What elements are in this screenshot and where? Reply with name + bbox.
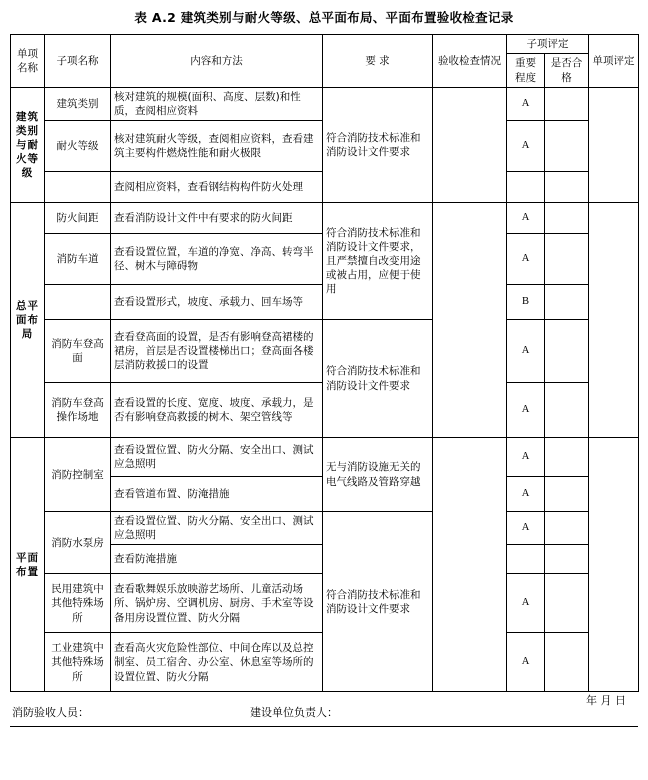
th-content-method: 内容和方法	[111, 35, 323, 88]
content-cell: 查看管道布置、防淹措施	[111, 477, 323, 512]
sub-name-cell	[45, 285, 111, 320]
content-cell: 查看消防设计文件中有要求的防火间距	[111, 203, 323, 234]
qualified-cell[interactable]	[545, 477, 589, 512]
sub-name-cell: 消防车登高面	[45, 320, 111, 383]
requirement-cell: 符合消防技术标准和消防设计文件要求	[323, 512, 433, 692]
qualified-cell[interactable]	[545, 172, 589, 203]
owner-label: 建设单位负责人：	[250, 706, 338, 720]
th-requirement: 要 求	[323, 35, 433, 88]
importance-cell: A	[507, 234, 545, 285]
th-category: 单项名称	[11, 35, 45, 88]
content-cell: 查看歌舞娱乐放映游艺场所、儿童活动场所、锅炉房、空调机房、厨房、手术室等设备用房设置位置、防火分隔	[111, 574, 323, 633]
importance-cell	[507, 172, 545, 203]
th-importance: 重要程度	[507, 54, 545, 87]
importance-cell: A	[507, 320, 545, 383]
sub-name-cell: 消防车道	[45, 234, 111, 285]
importance-cell: A	[507, 87, 545, 120]
inspector-label: 消防验收人员：	[12, 706, 89, 720]
check-status-cell[interactable]	[433, 87, 507, 202]
content-cell: 查看登高面的设置，是否有影响登高裙楼的裙房，首层是否设置楼梯出口；登高面各楼层消防救援口的设置	[111, 320, 323, 383]
sub-name-cell: 民用建筑中其他特殊场所	[45, 574, 111, 633]
single-rating-cell[interactable]	[589, 438, 639, 692]
category-cell: 建筑类别与耐火等级	[11, 87, 45, 202]
content-cell: 核对建筑耐火等级，查阅相应资料，查看建筑主要构件燃烧性能和耐火极限	[111, 121, 323, 172]
sub-name-cell: 消防控制室	[45, 438, 111, 512]
importance-cell: A	[507, 633, 545, 692]
qualified-cell[interactable]	[545, 234, 589, 285]
category-cell: 平面布置	[11, 438, 45, 692]
qualified-cell[interactable]	[545, 438, 589, 477]
importance-cell: A	[507, 438, 545, 477]
importance-cell	[507, 545, 545, 574]
table-row	[11, 512, 639, 545]
requirement-cell: 符合消防技术标准和消防设计文件要求	[323, 87, 433, 202]
content-cell: 查阅相应资料，查看钢结构构件防火处理	[111, 172, 323, 203]
table-row	[11, 203, 639, 234]
qualified-cell[interactable]	[545, 545, 589, 574]
qualified-cell[interactable]	[545, 383, 589, 438]
acceptance-inspection-table	[10, 34, 639, 692]
content-cell: 查看设置位置、防火分隔、安全出口、测试应急照明	[111, 438, 323, 477]
sub-name-cell: 消防水泵房	[45, 512, 111, 574]
th-qualified: 是否合格	[545, 54, 589, 87]
footer	[10, 692, 638, 732]
qualified-cell[interactable]	[545, 285, 589, 320]
footer-divider	[10, 726, 638, 727]
content-cell: 查看设置位置，车道的净宽、净高、转弯半径、树木与障碍物	[111, 234, 323, 285]
date-label: 年 月 日	[586, 694, 626, 708]
requirement-cell: 符合消防技术标准和消防设计文件要求，且严禁擅自改变用途或被占用，应便于使用	[323, 203, 433, 320]
qualified-cell[interactable]	[545, 320, 589, 383]
content-cell: 查看高火灾危险性部位、中间仓库以及总控制室、员工宿舍、办公室、休息室等场所的设置位置、防火分隔	[111, 633, 323, 692]
table-row	[11, 438, 639, 477]
table-body	[11, 87, 639, 692]
content-cell: 查看设置形式，坡度、承载力、回车场等	[111, 285, 323, 320]
page-title: 表 A.2 建筑类别与耐火等级、总平面布局、平面布置验收检查记录	[134, 10, 514, 25]
qualified-cell[interactable]	[545, 121, 589, 172]
content-cell: 核对建筑的规模(面积、高度、层数)和性质，查阅相应资料	[111, 87, 323, 120]
importance-cell: A	[507, 203, 545, 234]
table-row	[11, 320, 639, 383]
table-header	[11, 35, 639, 88]
single-rating-cell[interactable]	[589, 203, 639, 438]
th-check-status: 验收检查情况	[433, 35, 507, 88]
content-cell: 查看设置的长度、宽度、坡度、承载力，是否有影响登高救援的树木、架空管线等	[111, 383, 323, 438]
sub-name-cell	[45, 172, 111, 203]
qualified-cell[interactable]	[545, 574, 589, 633]
th-single-rating: 单项评定	[589, 35, 639, 88]
sub-name-cell: 建筑类别	[45, 87, 111, 120]
requirement-cell: 符合消防技术标准和消防设计文件要求	[323, 320, 433, 438]
importance-cell: A	[507, 477, 545, 512]
importance-cell: A	[507, 121, 545, 172]
single-rating-cell[interactable]	[589, 87, 639, 202]
category-cell: 总平面布局	[11, 203, 45, 438]
sub-name-cell: 防火间距	[45, 203, 111, 234]
qualified-cell[interactable]	[545, 87, 589, 120]
content-cell: 查看防淹措施	[111, 545, 323, 574]
th-sub-name: 子项名称	[45, 35, 111, 88]
sub-name-cell: 耐火等级	[45, 121, 111, 172]
importance-cell: A	[507, 383, 545, 438]
sub-name-cell: 工业建筑中其他特殊场所	[45, 633, 111, 692]
qualified-cell[interactable]	[545, 512, 589, 545]
qualified-cell[interactable]	[545, 203, 589, 234]
check-status-cell[interactable]	[433, 438, 507, 692]
qualified-cell[interactable]	[545, 633, 589, 692]
sub-name-cell: 消防车登高操作场地	[45, 383, 111, 438]
th-sub-rating-group: 子项评定	[507, 35, 589, 54]
content-cell: 查看设置位置、防火分隔、安全出口、测试应急照明	[111, 512, 323, 545]
requirement-cell: 无与消防设施无关的电气线路及管路穿越	[323, 438, 433, 512]
table-row	[11, 87, 639, 120]
importance-cell: A	[507, 512, 545, 545]
check-status-cell[interactable]	[433, 203, 507, 438]
header-row-1	[11, 35, 639, 54]
importance-cell: B	[507, 285, 545, 320]
importance-cell: A	[507, 574, 545, 633]
